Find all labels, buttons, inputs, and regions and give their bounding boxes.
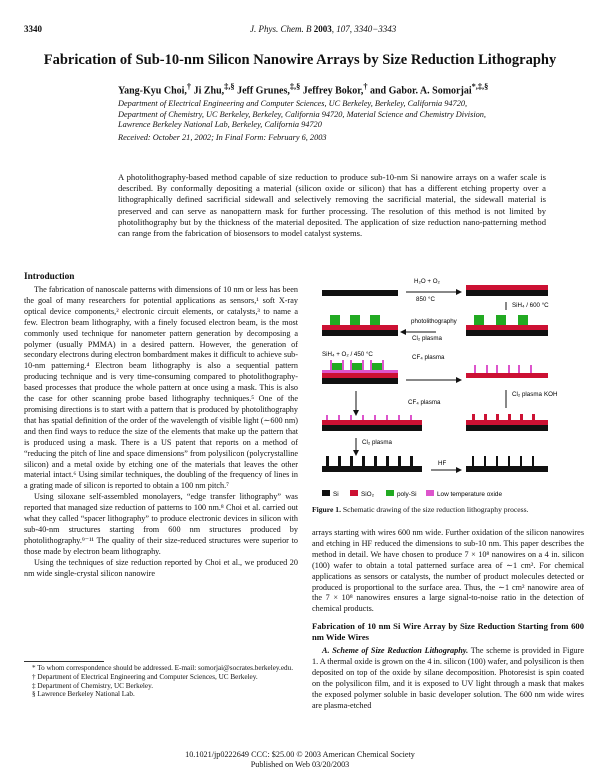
footnote: * To whom correspondence should be addressed. E-mail: somorjai@socrates.berkeley.edu. bbox=[32, 664, 293, 672]
oxide-pillar bbox=[496, 414, 499, 420]
paragraph: Using siloxane self-assembled monolayers, “edge transfer lithography” was reported that managed size reduction of patterns to 100 nm.⁸ Choi et al. carried out what they called “spacer lithography” to produce electronic devices in silicon with sub-40-nm structures starting from 600 nm structures produced by photolithography.⁹⁻¹¹ The quality of their size-reduced structures were superior to those made by electron beam lithography. bbox=[24, 492, 298, 556]
lto-spacer bbox=[474, 365, 476, 373]
caption-text: Schematic drawing of the size reduction lithography process. bbox=[342, 505, 529, 514]
lto-spacer bbox=[518, 365, 520, 373]
si-substrate bbox=[322, 378, 398, 384]
journal-header: J. Phys. Chem. B 2003, 107, 3340−3343 bbox=[250, 24, 397, 34]
si-nanowire bbox=[496, 456, 498, 466]
si-substrate bbox=[466, 425, 548, 431]
poly-si-block bbox=[330, 315, 340, 325]
legend-swatch-sio2 bbox=[350, 490, 358, 496]
lto-spacer bbox=[350, 360, 352, 373]
arrow-head bbox=[456, 377, 462, 383]
paragraph: The fabrication of nanoscale patterns with dimensions of 10 nm or less has been the goal of many researchers for potential applications as sensors,¹ soft X-ray optical device components,² electronic circuit elements, or catalysts,³ to name a few. Electron beam lithography, with a finely focused electron beam, is the most commonly used technique for nanometer pattern generation by decomposing a polymer (usually PMMA) in a desired pattern. However, the generation of secondary electrons during electron bombardment makes it difficult to achieve sub-10-nm patterning.⁴ Electron beam lithography is also a sequential pattern producing technique and is very time-consuming compared to photolithography-based processes that produce the whole pattern at once using a mask. This is also the case for other scanning probe based lithography techniques.⁵ One of the promising directions is to start with a pattern that is produced by photolithography that has spatial definition of the order of the wavelength of visible light (∼600 nm) and then find ways to reduce the size of the elements that make up the pattern that is produced using a mask. There is a US patent that reports on a method of “reducing the pitch of line and space dimensions” from polysilicon (polycrystalline silicon) and a metal oxide by etching one of the materials that leaves the other material intact.⁶ Using similar techniques, the doubling of the frequency of lines in a grating made of silicon is reported to obtain a 100 nm pitch.⁷ bbox=[24, 285, 298, 491]
lto-spacer bbox=[326, 415, 328, 420]
lto-spacer bbox=[530, 365, 532, 373]
journal-volume: 107 bbox=[336, 24, 350, 34]
si-substrate bbox=[322, 425, 422, 431]
label-cl2-plasma: Cl₂ plasma bbox=[512, 391, 542, 398]
label-cl2-plasma: Cl₂ plasma bbox=[362, 439, 392, 446]
lto-spacer bbox=[362, 415, 364, 420]
paragraph bbox=[312, 646, 584, 711]
lto-layer bbox=[322, 370, 398, 373]
author-mark: *,‡,§ bbox=[471, 82, 489, 91]
poly-si-block bbox=[350, 315, 360, 325]
arrow-head bbox=[353, 410, 359, 416]
author-mark: † bbox=[186, 82, 192, 91]
lto-spacer bbox=[374, 415, 376, 420]
author-list bbox=[118, 82, 488, 96]
sio2-layer bbox=[466, 325, 548, 330]
label-sih4-o2: SiH₄ + O₂ / 450 °C bbox=[322, 351, 373, 358]
si-nanowire bbox=[338, 456, 341, 466]
lto-spacer bbox=[362, 360, 364, 373]
lto-spacer bbox=[330, 360, 332, 373]
paragraph: Using the techniques of size reduction reported by Choi et al., we produced 20 nm wide single-crystal silicon nanowire bbox=[24, 557, 298, 578]
author: Jeffrey Bokor, bbox=[302, 85, 364, 97]
si-nanowire bbox=[362, 456, 365, 466]
lto-spacer bbox=[350, 415, 352, 420]
lto-spacer bbox=[508, 365, 510, 373]
affiliation-line: Lawrence Berkeley National Lab, Berkeley, California 94720 bbox=[118, 120, 322, 129]
label-koh: KOH bbox=[544, 391, 558, 398]
legend-label-poly-si: poly-Si bbox=[397, 491, 417, 498]
lto-spacer bbox=[382, 360, 384, 373]
arrow-head bbox=[400, 329, 406, 335]
si-nanowire bbox=[410, 456, 413, 466]
poly-si-block bbox=[496, 315, 506, 325]
affiliation-line: Department of Electrical Engineering and Computer Sciences, UC Berkeley, Berkeley, California 94720, bbox=[118, 99, 468, 108]
journal-pages: 3340−3343 bbox=[354, 24, 397, 34]
label-hf: HF bbox=[438, 460, 447, 467]
arrow-head bbox=[456, 289, 462, 295]
author-mark: ‡,§ bbox=[289, 82, 301, 91]
poly-si-block bbox=[518, 315, 528, 325]
si-nanowire bbox=[508, 456, 510, 466]
lto-spacer bbox=[410, 415, 412, 420]
si-substrate bbox=[466, 330, 548, 336]
section-heading-introduction: Introduction bbox=[24, 272, 75, 282]
paper-title: Fabrication of Sub-10-nm Silicon Nanowire Arrays by Size Reduction Lithography bbox=[43, 52, 557, 68]
abstract: A photolithography-based method capable of size reduction to produce sub-10-nm Si nanowire arrays on a wafer scale is described. By conformally depositing a material (silicon oxide or silicon) that has a different etching property over a lithographically defined sacrificial sidewall and selectively removing the sacrificial material, the sidewall material is preserved and can serve as nanopattern mask for further processing. The resolution of this method is not limited by photolithography but by the thickness of the material deposited. The application of size reduction nano-patterning method can range from the fabrication of biosensors to model catalyst systems. bbox=[118, 172, 546, 239]
lto-spacer bbox=[486, 365, 488, 373]
poly-si-block bbox=[370, 315, 380, 325]
arrow-head bbox=[353, 450, 359, 456]
journal-name: J. Phys. Chem. B bbox=[250, 24, 312, 34]
label-cf4-plasma: CF₄ plasma bbox=[408, 399, 441, 406]
label-cl2-plasma: Cl₂ plasma bbox=[412, 335, 442, 342]
oxide-pillar bbox=[472, 414, 475, 420]
doi-line: 10.1021/jp0222649 CCC: $25.00 © 2003 American Chemical Society bbox=[185, 750, 415, 759]
si-substrate bbox=[466, 466, 548, 472]
si-nanowire bbox=[350, 456, 353, 466]
author: Jeff Grunes, bbox=[237, 85, 290, 97]
legend-swatch-poly-si bbox=[386, 490, 394, 496]
author: Yang-Kyu Choi, bbox=[118, 85, 187, 97]
page-number: 3340 bbox=[24, 24, 42, 34]
sio2-layer bbox=[466, 373, 548, 378]
sio2-layer bbox=[466, 420, 548, 425]
process-schematic bbox=[316, 270, 588, 502]
paragraph-text: The scheme is provided in Figure 1. A thermal oxide is grown on the 4 in. silicon (100) wafer, and polysilicon is then deposited on top of the oxide by silane decomposition. Photoresist is spin coated on the polysilicon film, and it is exposed to UV light through a mask that makes the exposed polymer soluble in basic developer solution. The 600 nm wide wires are plasma-etched bbox=[312, 646, 584, 710]
legend-label-sio2: SiO₂ bbox=[361, 491, 375, 498]
subsection-heading: A. Scheme of Size Reduction Lithography. bbox=[322, 646, 469, 656]
sio2-layer bbox=[466, 285, 548, 290]
footnote: § Lawrence Berkeley National Lab. bbox=[32, 690, 135, 699]
author-mark: † bbox=[363, 82, 368, 91]
footnote-rule bbox=[24, 661, 104, 662]
label-sih4-deposition: SiH₄ / 600 °C bbox=[512, 302, 549, 309]
footnote: † Department of Electrical Engineering and Computer Sciences, UC Berkeley. bbox=[32, 672, 258, 681]
si-nanowire bbox=[532, 456, 534, 466]
affiliation-line: Department of Chemistry, UC Berkeley, Berkeley, California 94720, Material Science and Chemistry Division, bbox=[118, 110, 486, 119]
right-column-body bbox=[312, 528, 584, 712]
label-cf4-plasma: CF₄ plasma bbox=[412, 354, 445, 361]
oxide-pillar bbox=[508, 414, 511, 420]
sio2-layer bbox=[322, 420, 422, 425]
si-nanowire bbox=[398, 456, 401, 466]
label-photolithography: photolithography bbox=[411, 318, 457, 325]
author: and Gabor. A. Somorjai bbox=[370, 85, 472, 97]
oxide-pillar bbox=[520, 414, 523, 420]
si-substrate bbox=[466, 290, 548, 296]
si-nanowire bbox=[326, 456, 329, 466]
author: Ji Zhu, bbox=[193, 85, 225, 97]
label-oxidation: H₂O + O₂ bbox=[414, 278, 440, 285]
lto-spacer bbox=[370, 360, 372, 373]
paragraph: arrays starting with wires 600 nm wide. Further oxidation of the silicon nanowires and etching in HF reduced the dimensions to sub-10 nm. This paper describes the method in detail. We have chosen to produce 7 × 10⁸ nanowires on a 4 in. silicon (100) wafer to obtain a total patterned surface area of ∼1 cm². For chemical applications as sensors or catalysts, the number of product molecules detected or produced is proportional to the surface area. Thus, the ∼1 cm² nanowire area of the 7 × 10⁸ nanowires ensures a large signal-to-noise ratio in the detection of chemical products. bbox=[312, 528, 584, 614]
si-substrate bbox=[322, 330, 398, 336]
figure-1 bbox=[316, 270, 588, 514]
received-dates: Received: October 21, 2002; In Final Form: February 6, 2003 bbox=[118, 133, 327, 142]
lto-spacer bbox=[342, 360, 344, 373]
section-heading-fabrication: Fabrication of 10 nm Si Wire Array by Size Reduction Starting from 600 nm Wide Wires bbox=[312, 621, 584, 643]
lto-spacer bbox=[496, 365, 498, 373]
footnote: ‡ Department of Chemistry, UC Berkeley. bbox=[32, 681, 154, 690]
published-date: Published on Web 03/20/2003 bbox=[250, 759, 350, 769]
legend-swatch-si bbox=[322, 490, 330, 496]
lto-spacer bbox=[398, 415, 400, 420]
introduction-body bbox=[24, 285, 298, 579]
label-oxidation-temp: 850 °C bbox=[416, 296, 435, 303]
sio2-layer bbox=[322, 373, 398, 378]
author-mark: ‡,§ bbox=[224, 82, 235, 91]
lto-spacer bbox=[338, 415, 340, 420]
legend-label-lto: Low temperature oxide bbox=[437, 491, 503, 498]
journal-year: 2003 bbox=[313, 24, 332, 34]
oxide-pillar bbox=[484, 414, 487, 420]
footnotes bbox=[24, 664, 298, 699]
sio2-layer bbox=[322, 325, 398, 330]
si-nanowire bbox=[472, 456, 474, 466]
legend-label-si: Si bbox=[333, 491, 339, 498]
si-substrate bbox=[322, 466, 422, 472]
si-nanowire bbox=[386, 456, 389, 466]
poly-si-block bbox=[474, 315, 484, 325]
si-substrate bbox=[322, 290, 398, 296]
si-nanowire bbox=[374, 456, 377, 466]
lto-spacer bbox=[386, 415, 388, 420]
si-nanowire bbox=[484, 456, 486, 466]
arrow-head bbox=[456, 467, 462, 473]
caption-label: Figure 1. bbox=[312, 505, 341, 514]
figure-caption bbox=[312, 505, 584, 514]
legend-swatch-lto bbox=[426, 490, 434, 496]
figure-legend bbox=[322, 490, 502, 498]
si-nanowire bbox=[520, 456, 522, 466]
page-footer bbox=[0, 750, 600, 769]
oxide-pillar bbox=[532, 414, 535, 420]
